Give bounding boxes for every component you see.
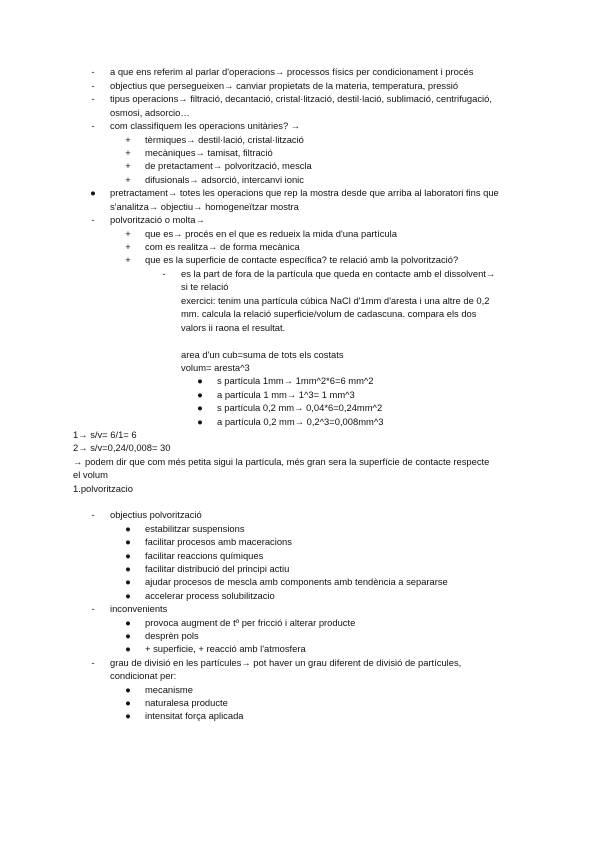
text-line: naturalesa producte — [145, 697, 228, 708]
bullet-dot-icon: ● — [125, 684, 131, 695]
text-line: inconvenients — [110, 603, 168, 614]
bullet-dot-icon: ● — [125, 536, 131, 547]
bullet-dash-icon: - — [91, 120, 95, 131]
bullet-plus-icon: + — [125, 174, 131, 185]
bullet-dot-icon: ● — [197, 402, 203, 413]
text-line: a partícula 1 mm→ 1^3= 1 mm^3 — [217, 389, 355, 400]
text-line: de pretactament→ polvorització, mescla — [145, 160, 312, 171]
bullet-dash-icon: - — [91, 66, 95, 77]
bullet-dot-icon: ● — [125, 576, 131, 587]
bullet-dot-icon: ● — [125, 523, 131, 534]
text-line: accelerar process solubilitzacio — [145, 590, 275, 601]
bullet-dot-icon: ● — [125, 617, 131, 628]
text-line: desprèn pols — [145, 630, 199, 641]
bullet-plus-icon: + — [125, 228, 131, 239]
bullet-dot-icon: ● — [125, 590, 131, 601]
text-line: estabilitzar suspensions — [145, 523, 245, 534]
text-line: mecàniques→ tamisat, filtració — [145, 147, 273, 158]
bullet-dash-icon: - — [91, 93, 95, 104]
bullet-dot-icon: ● — [197, 389, 203, 400]
bullet-dash-icon: - — [162, 268, 166, 279]
bullet-dot-icon: ● — [125, 643, 131, 654]
bullet-dot-icon: ● — [197, 375, 203, 386]
text-line: grau de divisió en les partícules→ pot haver un grau diferent de divisió de partícules, — [110, 657, 462, 668]
bullet-dot-icon: ● — [90, 187, 96, 198]
bullet-dash-icon: - — [91, 80, 95, 91]
text-line: difusionals→ adsorció, intercanvi ionic — [145, 174, 304, 185]
text-line: s partícula 1mm→ 1mm^2*6=6 mm^2 — [217, 375, 374, 386]
bullet-plus-icon: + — [125, 160, 131, 171]
text-line: intensitat força aplicada — [145, 710, 244, 721]
text-line: objectius que persegueixen→ canviar propietats de la materia, temperatura, pressió — [110, 80, 459, 91]
text-line: com es realitza→ de forma mecànica — [145, 241, 300, 252]
text-line: si te relació — [181, 281, 229, 292]
text-line: osmosi, adsorcio… — [110, 107, 190, 118]
text-line: facilitar distribució del principi actiu — [145, 563, 290, 574]
text-line: provoca augment de tº per fricció i alterar producte — [145, 617, 356, 628]
text-line: com classifiquem les operacions unitàries? → — [110, 120, 301, 131]
text-line: condicionat per: — [110, 670, 177, 681]
text-line: ajudar procesos de mescla amb components amb tendència a separarse — [145, 576, 448, 587]
bullet-dot-icon: ● — [125, 550, 131, 561]
text-line: es la part de fora de la partícula que queda en contacte amb el dissolvent→ — [181, 268, 496, 279]
text-line: → podem dir que com més petita sigui la partícula, més gran sera la superfície de contacte respecte — [73, 456, 490, 467]
text-line: facilitar reaccions químiques — [145, 550, 264, 561]
bullet-dash-icon: - — [91, 603, 95, 614]
text-line: 1.polvoritzacio — [73, 483, 133, 494]
text-line: area d'un cub=suma de tots els costats — [181, 349, 344, 360]
bullet-dash-icon: - — [91, 509, 95, 520]
bullet-dot-icon: ● — [125, 697, 131, 708]
text-line: exercici: tenim una partícula cúbica NaCl d'1mm d'aresta i una altre de 0,2 — [181, 295, 490, 306]
text-line: objectius polvorització — [110, 509, 202, 520]
text-line: 2→ s/v=0,24/0,008= 30 — [73, 442, 171, 453]
text-line: facilitar procesos amb maceracions — [145, 536, 292, 547]
text-line: pretractament→ totes les operacions que rep la mostra desde que arriba al laboratori fins que — [110, 187, 499, 198]
text-line: a partícula 0,2 mm→ 0,2^3=0,008mm^3 — [217, 416, 384, 427]
bullet-dot-icon: ● — [197, 416, 203, 427]
bullet-dot-icon: ● — [125, 563, 131, 574]
text-line: mm. calcula la relació superficie/volum de cadascuna. compara els dos — [181, 308, 477, 319]
text-line: valors ii raona el resultat. — [181, 322, 286, 333]
text-line: polvorització o molta→ — [110, 214, 205, 225]
bullet-dash-icon: - — [91, 657, 95, 668]
bullet-plus-icon: + — [125, 254, 131, 265]
text-line: s partícula 0,2 mm→ 0,04*6=0,24mm^2 — [217, 402, 383, 413]
text-line: que es la superficie de contacte específica? te relació amb la polvorització? — [145, 254, 459, 265]
text-line: + superficie, + reacció amb l'atmosfera — [145, 643, 306, 654]
text-line: s'analitza→ objectiu→ homogeneïtzar mostra — [110, 201, 299, 212]
bullet-plus-icon: + — [125, 134, 131, 145]
bullet-dash-icon: - — [91, 214, 95, 225]
bullet-dot-icon: ● — [125, 630, 131, 641]
text-line: mecanisme — [145, 684, 193, 695]
text-line: a que ens referim al parlar d'operacions→ processos físics per condicionament i procés — [110, 66, 474, 77]
text-line: tipus operacions→ filtració, decantació, cristal·lització, destil·lació, sublimació, centrifugació, — [110, 93, 492, 104]
bullet-plus-icon: + — [125, 147, 131, 158]
text-line: 1→ s/v= 6/1= 6 — [73, 429, 137, 440]
bullet-plus-icon: + — [125, 241, 131, 252]
text-line: el volum — [73, 469, 108, 480]
text-line: tèrmiques→ destil·lació, cristal·lització — [145, 134, 304, 145]
text-line: que es→ procés en el que es redueix la mida d'una partícula — [145, 228, 397, 239]
text-line: volum= aresta^3 — [181, 362, 250, 373]
bullet-dot-icon: ● — [125, 710, 131, 721]
